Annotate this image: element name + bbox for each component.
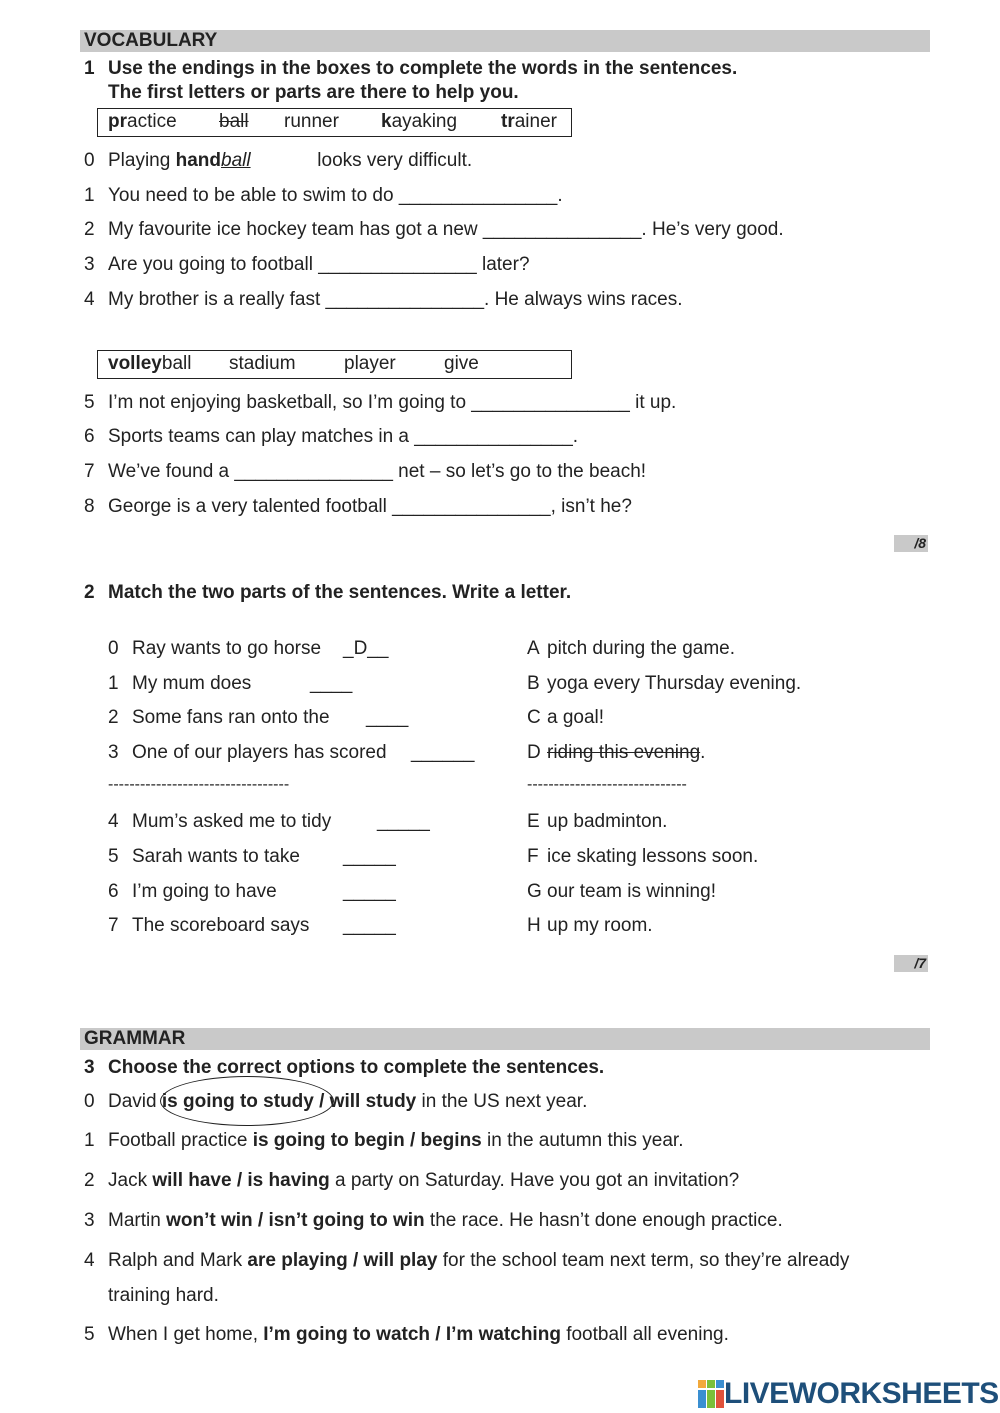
ex1-item-3[interactable]: 3 Are you going to football _______________ later?	[84, 254, 530, 275]
ex2-instruction: 2 Match the two parts of the sentences. Write a letter.	[84, 582, 572, 603]
ex1-item-5[interactable]: 5 I’m not enjoying basketball, so I’m going to _______________ it up.	[84, 392, 677, 413]
ex3-options-2[interactable]: will have / is having	[152, 1170, 330, 1191]
example-answer: ball	[221, 150, 251, 171]
ex2-right-D: D riding this evening.	[527, 742, 706, 763]
ex3-item-2: 2 Jack will have / is having a party on Saturday. Have you got an invitation?	[84, 1170, 740, 1191]
ex1-item-6[interactable]: 6 Sports teams can play matches in a _______________.	[84, 426, 579, 447]
ex3-options-4[interactable]: are playing / will play	[247, 1250, 438, 1271]
ex2-score: /7	[894, 955, 928, 972]
ex3-item-4-continued: training hard.	[108, 1285, 219, 1306]
word-box-1	[97, 108, 572, 137]
ex1-item-1[interactable]: 1 You need to be able to swim to do _______________.	[84, 185, 563, 206]
ex1-instruction-line1: 1 Use the endings in the boxes to complete the words in the sentences.	[84, 58, 738, 79]
ex3-item-3: 3 Martin won’t win / isn’t going to win the race. He hasn’t done enough practice.	[84, 1210, 783, 1231]
grammar-heading: GRAMMAR	[84, 1028, 186, 1049]
ex2-divider-left: ----------------------------------	[108, 776, 290, 793]
ex2-left-3: 3 One of our players has scored	[108, 742, 387, 763]
word-give: give	[444, 353, 479, 374]
ex2-left-7: 7 The scoreboard says	[108, 915, 310, 936]
grammar-heading-bar	[80, 1028, 930, 1050]
ex2-blank-7[interactable]: _____	[343, 915, 396, 936]
word-runner: runner	[284, 111, 339, 132]
ex2-right-B: B yoga every Thursday evening.	[527, 673, 802, 694]
vocabulary-heading-bar	[80, 30, 930, 52]
word-kayaking: kayaking	[381, 111, 458, 132]
ex2-right-C: C a goal!	[527, 707, 605, 728]
ex2-left-4: 4 Mum’s asked me to tidy	[108, 811, 332, 832]
word-player: player	[344, 353, 396, 374]
ex2-left-6: 6 I’m going to have	[108, 881, 277, 902]
word-stadium: stadium	[229, 353, 296, 374]
ex3-options-3[interactable]: won’t win / isn’t going to win	[166, 1210, 425, 1231]
ex2-right-H: H up my room.	[527, 915, 653, 936]
ex2-right-G: G our team is winning!	[527, 881, 716, 902]
ex3-instruction: 3 Choose the correct options to complete the sentences.	[84, 1057, 605, 1078]
ex3-item-1: 1 Football practice is going to begin / begins in the autumn this year.	[84, 1130, 684, 1151]
ex3-item-5: 5 When I get home, I’m going to watch / I’m watching football all evening.	[84, 1324, 729, 1345]
ex3-item-0: 0 David is going to study / will study in the US next year.	[84, 1091, 588, 1112]
word-volleyball: volleyball	[108, 353, 192, 374]
ex2-left-2: 2 Some fans ran onto the	[108, 707, 330, 728]
logo-text: LIVEWORKSHEETS	[724, 1377, 999, 1410]
ex1-item-4[interactable]: 4 My brother is a really fast _______________. He always wins races.	[84, 289, 683, 310]
ex1-item-7[interactable]: 7 We’ve found a _______________ net – so let’s go to the beach!	[84, 461, 647, 482]
ex2-blank-3[interactable]: ______	[411, 742, 475, 763]
ex3-options-1[interactable]: is going to begin / begins	[252, 1130, 482, 1151]
ex2-right-E: E up badminton.	[527, 811, 668, 832]
vocabulary-heading: VOCABULARY	[84, 30, 218, 51]
ex2-left-0: 0 Ray wants to go horse	[108, 638, 322, 659]
ex2-right-F: F ice skating lessons soon.	[527, 846, 759, 867]
ex1-item-8[interactable]: 8 George is a very talented football _______________, isn’t he?	[84, 496, 632, 517]
ex2-blank-0[interactable]: _D__	[343, 638, 389, 659]
ex2-blank-1[interactable]: ____	[310, 673, 353, 694]
word-box-2	[97, 350, 572, 379]
ex3-options-5[interactable]: I’m going to watch / I’m watching	[263, 1324, 561, 1345]
logo-icon	[698, 1380, 724, 1408]
word-ball-struck: ball	[219, 111, 249, 132]
ex2-right-A: A pitch during the game.	[527, 638, 736, 659]
ex1-item-2[interactable]: 2 My favourite ice hockey team has got a new _______________. He’s very good.	[84, 219, 784, 240]
ex1-instruction-line2: The first letters or parts are there to help you.	[108, 82, 519, 103]
word-practice: practice	[108, 111, 177, 132]
ex2-left-5: 5 Sarah wants to take	[108, 846, 300, 867]
ex1-score: /8	[894, 535, 928, 552]
ex1-example-0: 0 Playing handball looks very difficult.	[84, 150, 473, 171]
ex2-left-1: 1 My mum does	[108, 673, 252, 694]
liveworksheets-logo	[698, 1377, 999, 1411]
ex2-divider-right: ------------------------------	[527, 776, 687, 793]
word-trainer: trainer	[501, 111, 557, 132]
ex2-blank-2[interactable]: ____	[366, 707, 409, 728]
ex2-blank-6[interactable]: _____	[343, 881, 396, 902]
ex2-blank-5[interactable]: _____	[343, 846, 396, 867]
ex3-item-4: 4 Ralph and Mark are playing / will play for the school team next term, so they’re already	[84, 1250, 850, 1271]
ex3-options-0: is going to study / will study	[161, 1091, 417, 1112]
ex2-blank-4[interactable]: _____	[377, 811, 430, 832]
